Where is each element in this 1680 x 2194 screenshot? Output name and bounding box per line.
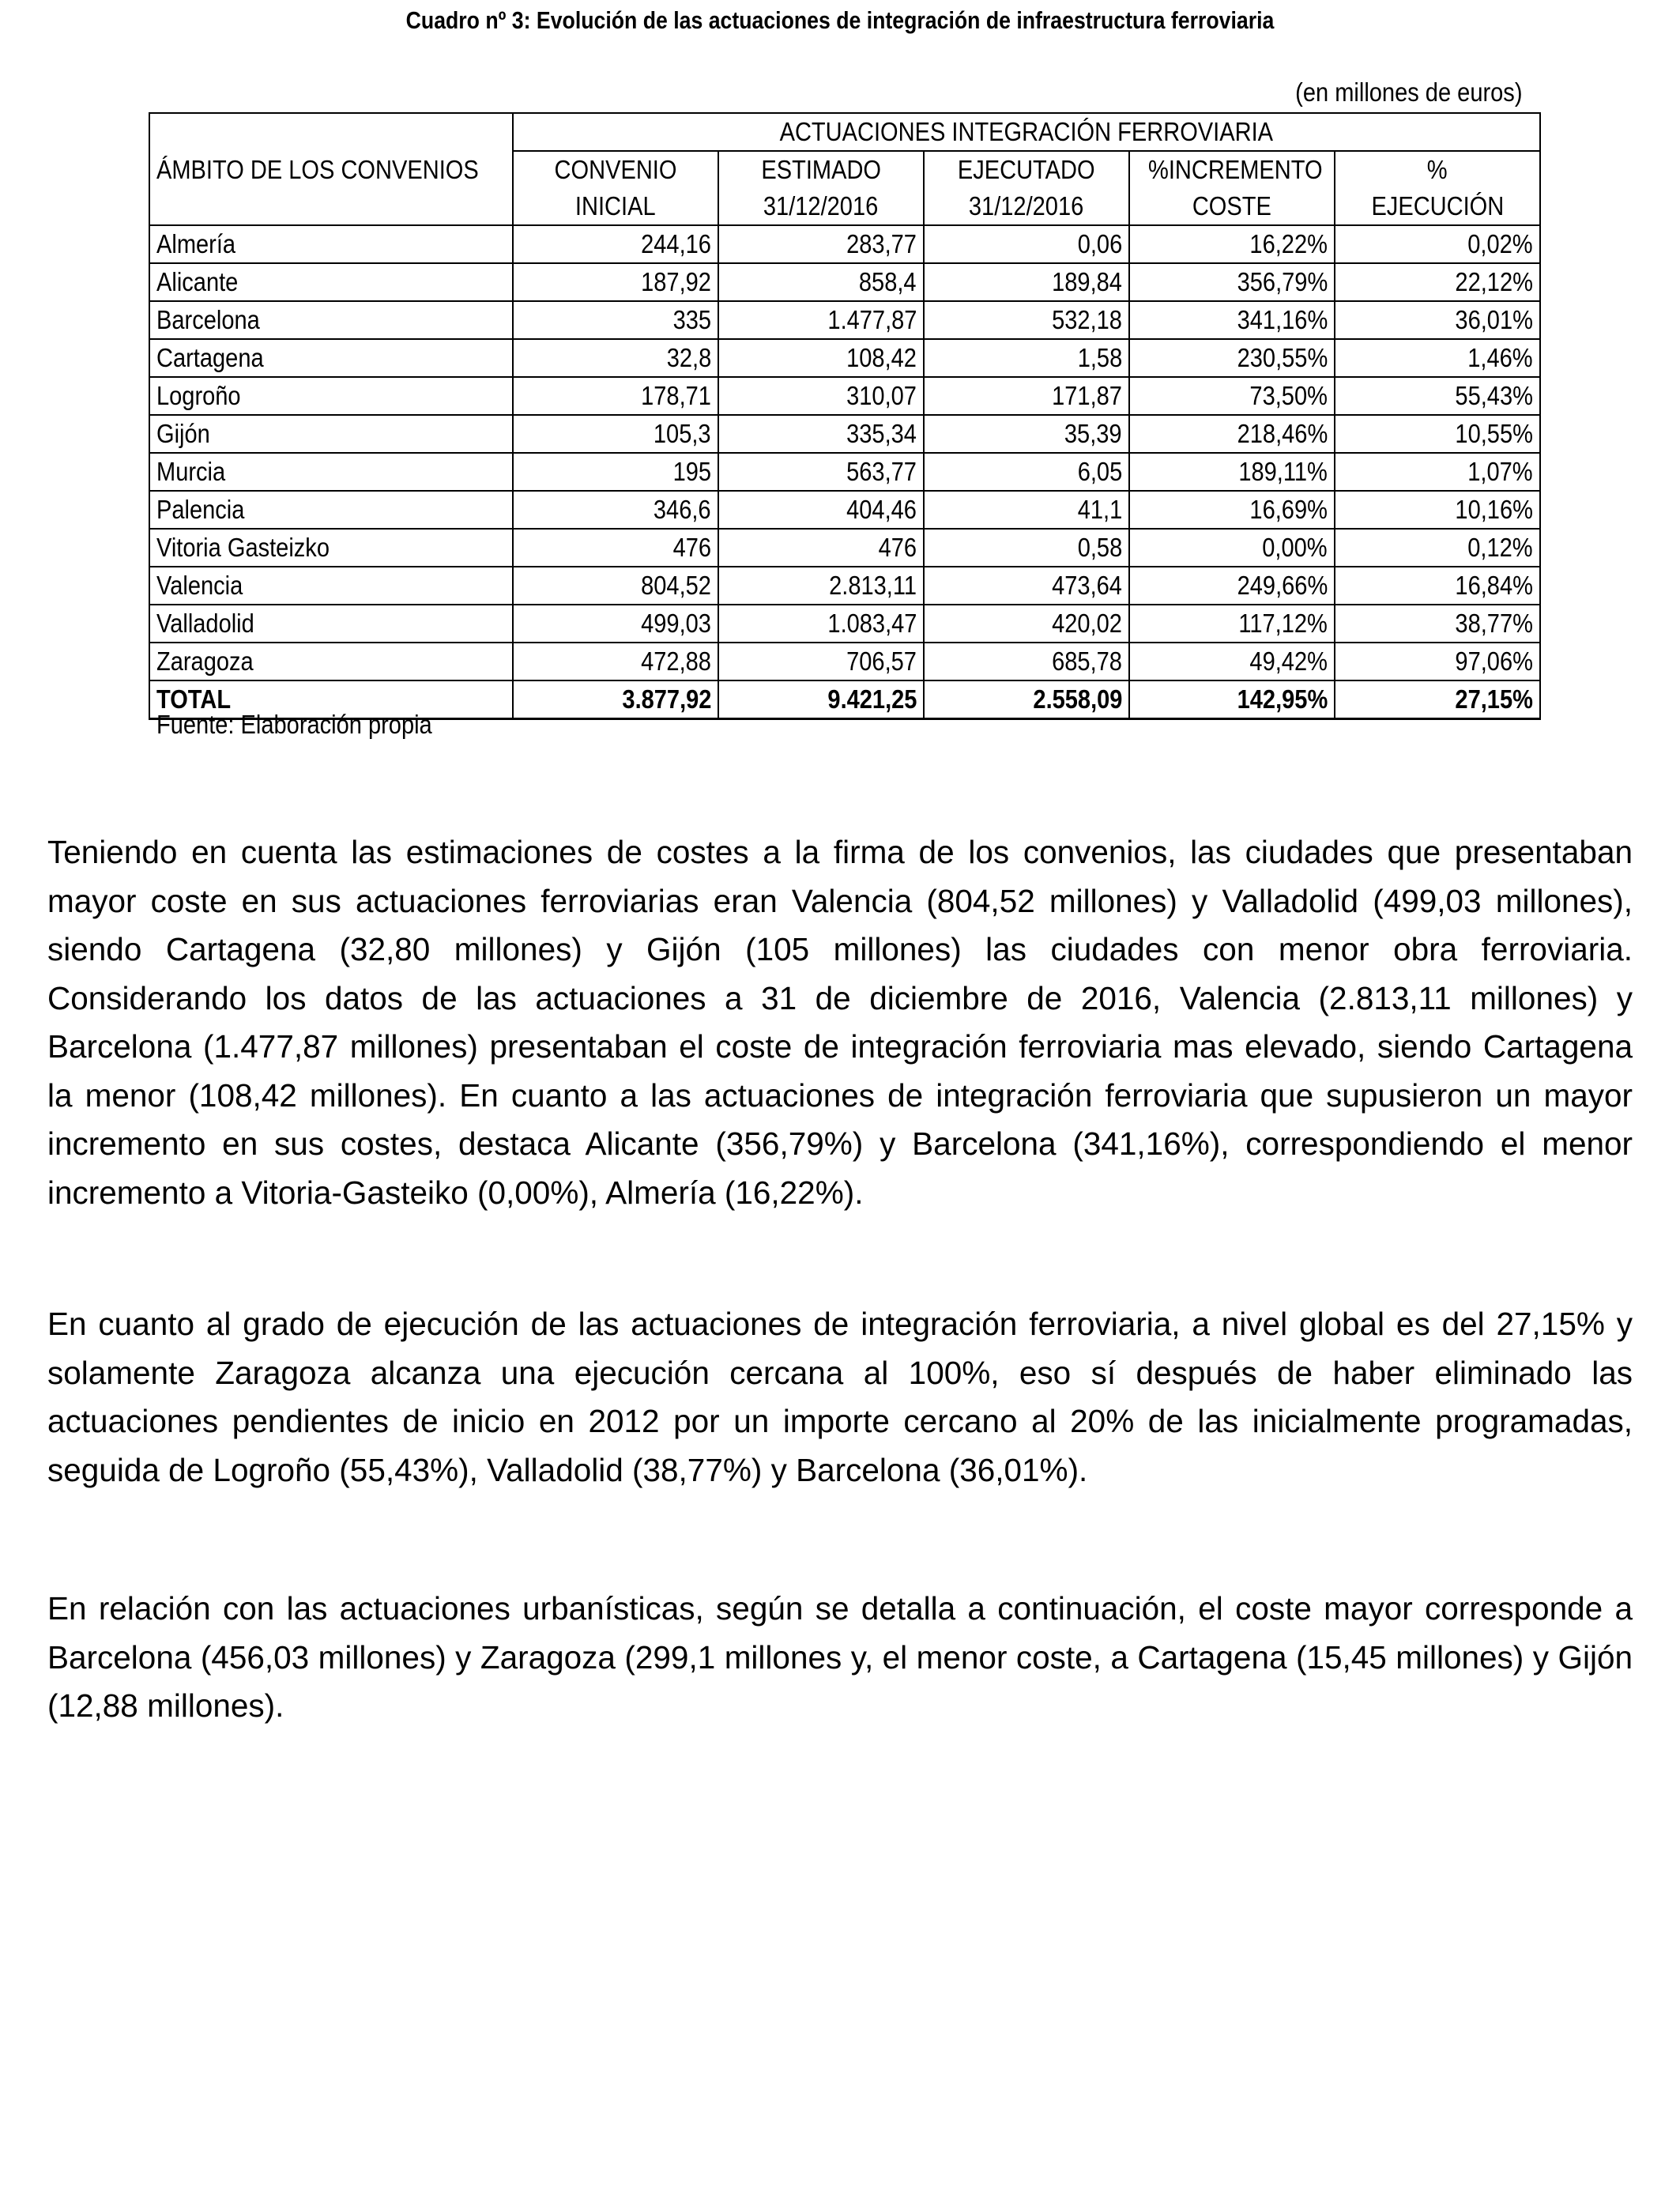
row-label: Alicante — [149, 263, 513, 301]
table-cell-ejecutado: 685,78 — [924, 643, 1129, 680]
column-header: % — [1335, 151, 1540, 188]
row-label: Zaragoza — [149, 643, 513, 680]
table-cell-incremento: 356,79% — [1129, 263, 1335, 301]
row-label: Barcelona — [149, 301, 513, 339]
table-cell-inicial: 32,8 — [513, 339, 718, 377]
column-header: CONVENIO — [513, 151, 718, 188]
table-cell-ejecucion: 55,43% — [1335, 377, 1540, 415]
table-cell-ejecucion: 97,06% — [1335, 643, 1540, 680]
table-cell-ejecucion: 1,07% — [1335, 453, 1540, 491]
row-label: Vitoria Gasteizko — [149, 529, 513, 567]
table-cell-ejecucion: 10,55% — [1335, 415, 1540, 453]
column-header: 31/12/2016 — [718, 188, 924, 225]
table-cell-incremento: 341,16% — [1129, 301, 1335, 339]
table-cell-inicial: 244,16 — [513, 225, 718, 263]
table-cell-estimado: 706,57 — [718, 643, 924, 680]
table-cell-ejecutado: 0,06 — [924, 225, 1129, 263]
table-cell-ejecutado: 6,05 — [924, 453, 1129, 491]
table-row — [149, 263, 1540, 301]
column-header-row-1 — [149, 151, 1540, 188]
table-cell-ejecucion: 0,02% — [1335, 225, 1540, 263]
table-cell-ejecutado: 189,84 — [924, 263, 1129, 301]
table-row — [149, 529, 1540, 567]
table-cell-estimado: 476 — [718, 529, 924, 567]
table-cell-incremento: 49,42% — [1129, 643, 1335, 680]
table-cell-ejecucion: 1,46% — [1335, 339, 1540, 377]
table-cell-inicial: 178,71 — [513, 377, 718, 415]
table-cell-incremento: 230,55% — [1129, 339, 1335, 377]
column-header: EJECUCIÓN — [1335, 188, 1540, 225]
table-cell-ejecutado: 420,02 — [924, 605, 1129, 643]
table-cell-estimado: 1.477,87 — [718, 301, 924, 339]
table-cell-incremento: 0,00% — [1129, 529, 1335, 567]
table-cell-estimado: 335,34 — [718, 415, 924, 453]
table-cell-estimado: 310,07 — [718, 377, 924, 415]
table-cell-ejecutado: 532,18 — [924, 301, 1129, 339]
units-note: (en millones de euros) — [1294, 77, 1522, 107]
table-cell-inicial: 472,88 — [513, 643, 718, 680]
table-cell-estimado: 858,4 — [718, 263, 924, 301]
table-cell-inicial: 335 — [513, 301, 718, 339]
group-header: ACTUACIONES INTEGRACIÓN FERROVIARIA — [513, 113, 1540, 151]
table-cell-incremento: 249,66% — [1129, 567, 1335, 605]
table-cell-estimado: 2.813,11 — [718, 567, 924, 605]
table-row — [149, 453, 1540, 491]
table-cell-ejecucion: 0,12% — [1335, 529, 1540, 567]
table-row — [149, 339, 1540, 377]
table-cell-inicial: 499,03 — [513, 605, 718, 643]
row-label: Logroño — [149, 377, 513, 415]
table-cell-inicial: 187,92 — [513, 263, 718, 301]
table-cell-ejecucion: 16,84% — [1335, 567, 1540, 605]
table-cell-inicial: 105,3 — [513, 415, 718, 453]
table-cell-incremento: 218,46% — [1129, 415, 1335, 453]
column-header: %INCREMENTO — [1129, 151, 1335, 188]
table-cell-incremento: 142,95% — [1129, 680, 1335, 719]
column-header: COSTE — [1129, 188, 1335, 225]
table-cell-inicial: 476 — [513, 529, 718, 567]
table-cell-ejecutado: 35,39 — [924, 415, 1129, 453]
body-paragraph: Teniendo en cuenta las estimaciones de costes a la firma de los convenios, las ciudades que presentaban mayor coste en sus actuaciones ferroviarias eran Valencia (804,52 millones) y Valladolid (499,03 millones), siendo Cartagena (32,80 millones) y Gijón (105 millones) las ciudades con menor obra ferroviaria. Considerando los datos de las actuaciones a 31 de diciembre de 2016, Valencia (2.813,11 millones) y Barcelona (1.477,87 millones) presentaban el coste de integración ferroviaria mas elevado, siendo Cartagena la menor (108,42 millones). En cuanto a las actuaciones de integración ferroviaria que supusieron un mayor incremento en sus costes, destaca Alicante (356,79%) y Barcelona (341,16%), correspondiendo el menor incremento a Vitoria-Gasteiko (0,00%), Almería (16,22%). — [47, 834, 1633, 1211]
table-cell-incremento: 117,12% — [1129, 605, 1335, 643]
table-cell-ejecutado: 41,1 — [924, 491, 1129, 529]
table-cell-ejecutado: 1,58 — [924, 339, 1129, 377]
table-cell-ejecutado: 171,87 — [924, 377, 1129, 415]
column-header: 31/12/2016 — [924, 188, 1129, 225]
body-paragraph: En cuanto al grado de ejecución de las actuaciones de integración ferroviaria, a nivel global es del 27,15% y solamente Zaragoza alcanza una ejecución cercana al 100%, eso sí después de haber eliminado las actuaciones pendientes de inicio en 2012 por un importe cercano al 20% de las inicialmente programadas, seguida de Logroño (55,43%), Valladolid (38,77%) y Barcelona (36,01%). — [47, 1306, 1633, 1488]
row-label: Gijón — [149, 415, 513, 453]
table-cell-ejecucion: 38,77% — [1335, 605, 1540, 643]
column-header: INICIAL — [513, 188, 718, 225]
table-cell-ejecutado: 0,58 — [924, 529, 1129, 567]
group-header-row — [149, 113, 1540, 151]
table-cell-ejecutado: 473,64 — [924, 567, 1129, 605]
table-row — [149, 225, 1540, 263]
row-label: Valencia — [149, 567, 513, 605]
table-cell-ejecutado: 2.558,09 — [924, 680, 1129, 719]
column-header: EJECUTADO — [924, 151, 1129, 188]
table-cell-incremento: 16,69% — [1129, 491, 1335, 529]
table-cell-incremento: 189,11% — [1129, 453, 1335, 491]
table-cell-inicial: 804,52 — [513, 567, 718, 605]
table-cell-incremento: 16,22% — [1129, 225, 1335, 263]
table-cell-inicial: 3.877,92 — [513, 680, 718, 719]
table-row — [149, 643, 1540, 680]
table-row — [149, 567, 1540, 605]
table-cell-estimado: 9.421,25 — [718, 680, 924, 719]
table-cell-estimado: 563,77 — [718, 453, 924, 491]
table-row — [149, 605, 1540, 643]
table-cell-incremento: 73,50% — [1129, 377, 1335, 415]
table-row — [149, 491, 1540, 529]
row-label: Cartagena — [149, 339, 513, 377]
table-cell-ejecucion: 22,12% — [1335, 263, 1540, 301]
row-label: Valladolid — [149, 605, 513, 643]
table-cell-estimado: 404,46 — [718, 491, 924, 529]
body-paragraph: En relación con las actuaciones urbanísticas, según se detalla a continuación, el coste mayor corresponde a Barcelona (456,03 millones) y Zaragoza (299,1 millones y, el menor coste, a Cartagena (15,45 millones) y Gijón (12,88 millones). — [47, 1590, 1633, 1724]
table-cell-estimado: 108,42 — [718, 339, 924, 377]
table-row — [149, 415, 1540, 453]
row-label: Palencia — [149, 491, 513, 529]
table-cell-inicial: 346,6 — [513, 491, 718, 529]
table-row — [149, 377, 1540, 415]
table-row — [149, 301, 1540, 339]
table-cell-estimado: 1.083,47 — [718, 605, 924, 643]
row-label: Almería — [149, 225, 513, 263]
table-caption: Cuadro nº 3: Evolución de las actuaciones de integración de infraestructura ferroviaria — [405, 6, 1275, 34]
row-label: Murcia — [149, 453, 513, 491]
column-header-row-2 — [149, 188, 1540, 225]
source-note: Fuente: Elaboración propia — [156, 710, 432, 739]
table-cell-inicial: 195 — [513, 453, 718, 491]
table-cell-ejecucion: 36,01% — [1335, 301, 1540, 339]
data-table — [149, 112, 1541, 720]
table-cell-estimado: 283,77 — [718, 225, 924, 263]
table-cell-ejecucion: 10,16% — [1335, 491, 1540, 529]
row-label: TOTAL — [149, 680, 513, 719]
column-header: ESTIMADO — [718, 151, 924, 188]
table-cell-ejecucion: 27,15% — [1335, 680, 1540, 719]
row-header-label: ÁMBITO DE LOS CONVENIOS — [149, 151, 513, 188]
